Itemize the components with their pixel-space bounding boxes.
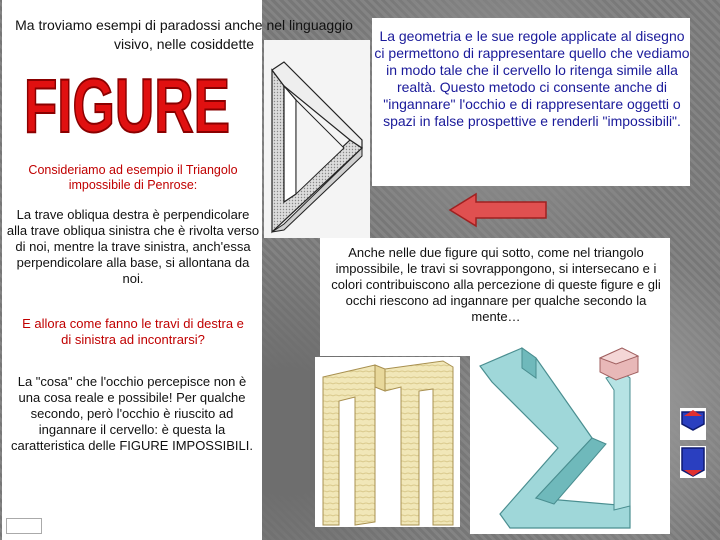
beam-text: La trave obliqua destra è perpendicolare alla trave obliqua sinistra che è rivolta verso di noi, mentre la trave sinistra, anch'essa perpendicolare alla base, si allontana da noi. bbox=[6, 207, 260, 286]
left-arrow-icon[interactable] bbox=[446, 190, 550, 230]
intro-text: Ma troviamo esempi di paradossi anche nel linguaggio visivo, nelle cosiddette bbox=[15, 17, 353, 52]
svg-text:FIGURE: FIGURE bbox=[24, 64, 230, 149]
nav-down-icon[interactable] bbox=[680, 446, 706, 478]
figure-title bbox=[20, 64, 234, 149]
conclusion-text: La "cosa" che l'occhio percepisce non è una cosa reale e possibile! Per qualche secondo, però l'occhio è riuscito ad ingannare il cervello: è questa la caratteristica delle FIGURE IMPOSSIBILI. bbox=[10, 374, 254, 453]
home-icon[interactable] bbox=[6, 518, 42, 534]
penrose-triangle-image bbox=[264, 40, 370, 238]
penrose-intro: Consideriamo ad esempio il Triangolo impossibile di Penrose: bbox=[28, 163, 238, 192]
geometry-text: La geometria e le sue regole applicate al disegno ci permettono di rappresentare quello che vediamo in modo tale che il cervello lo ritenga simile alla realtà. Questo metodo ci consente anche di "ingannare" l'occhio e di rappresentare oggetti o spazi in false prospettive e renderli "impossibili". bbox=[374, 28, 690, 129]
impossible-zigzag-image bbox=[470, 338, 670, 534]
impossible-frame-image bbox=[315, 357, 460, 527]
nav-up-icon[interactable] bbox=[680, 408, 706, 440]
question-text: E allora come fanno le travi di destra e di sinistra ad incontrarsi? bbox=[22, 316, 244, 347]
lower-text: Anche nelle due figure qui sotto, come nel triangolo impossibile, le travi si sovrappongono, si intersecano e i colori contribuiscono alla percezione di queste figure e gli occhi riescono ad ingannare per qualche secondo la mente… bbox=[331, 245, 661, 324]
